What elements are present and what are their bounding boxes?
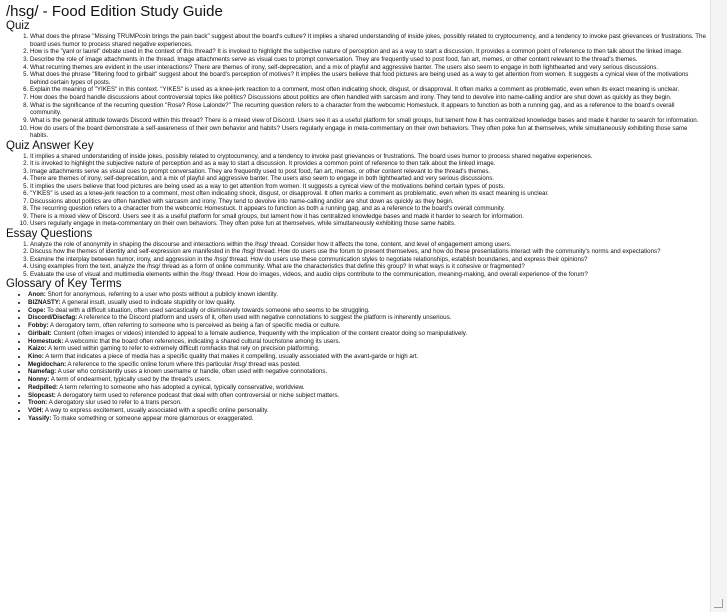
glossary-item [28, 399, 706, 407]
answer-item: 7. Discussions about politics are often handled with sarcasm and irony. They tend to devolve into name-calling and/or are shut down as quickly as they begin. [30, 198, 706, 206]
document-title: /hsg/ - Food Edition Study Guide [6, 3, 223, 20]
glossary-def: A derogatory term used to reference podcast that deal with often controversial or niche subject matters. [55, 391, 340, 399]
glossary-list [6, 291, 706, 422]
glossary-term: Troon: [28, 399, 48, 407]
glossary-def: A general insult, usually used to indicate stupidity or low quality. [60, 299, 236, 307]
resize-handle-icon[interactable] [714, 599, 723, 608]
quiz-item: 9. What is the general attitude towards Discord within this thread? There is a mixed view of Discord. Users see it as a useful platform for small groups, but lament how it has centralized knowledge bases and made it harder to search for information. [30, 117, 706, 125]
glossary-def: A webcomic that the board often references, indicating a shared cultural touchstone among its users. [63, 337, 341, 345]
answer-item: 1. It implies a shared understanding of inside jokes, possibly related to cryptocurrency, and a tendency to invoke past grievances or frustrations. The board uses humor to process shared negative experiences. [30, 153, 706, 161]
essay-heading: Essay Questions [6, 227, 93, 240]
quiz-heading: Quiz [6, 20, 30, 32]
quiz-item: 3. Describe the role of image attachments in the thread. Image attachments serve as visual cues to prompt conversation. They are frequently used to post food, fan art, memes, or other content relevant to the thread's themes. [30, 56, 706, 64]
glossary-term: Discord/Discfag: [28, 314, 78, 322]
essay-item: 4. Using examples from the text, analyze the /hsg/ thread as a form of online community. What are the characteristics that define this group? In what ways is it cohesive or fragmented? [30, 263, 706, 271]
quiz-list [6, 33, 706, 140]
answer-item: 4. There are themes of irony, self-deprecation, and a mix of playful and aggressive banter. The users also seem to engage in both lighthearted and very serious discussions. [30, 175, 706, 183]
glossary-item [28, 361, 706, 369]
glossary-term: Redpilled: [28, 383, 58, 391]
essay-item: 2. Discuss how the themes of identity and self-expression are manifested in the /hsg/ thread. How do users use the forum to present themselves, and how do these presentations interact with the community's norms and expectations? [30, 248, 706, 256]
essay-item: 5. Evaluate the use of visual and multimedia elements within the /hsg/ thread. How do images, videos, and audio clips contribute to the communication, meaning-making, and overall experience of the forum? [30, 271, 706, 279]
glossary-def: A reference to the specific online forum where this particular /hsg/ thread was posted. [66, 360, 301, 368]
glossary-def: A term that indicates a piece of media has a specific quality that makes it compelling, usually associated with the avant-garde or high art. [43, 353, 419, 360]
glossary-item [28, 368, 706, 376]
glossary-item [28, 299, 706, 307]
glossary-item [28, 307, 706, 315]
glossary-def: A user who consistently uses a known username or handle, often used with negative connotations. [56, 368, 328, 376]
glossary-item [28, 345, 706, 353]
vertical-scrollbar[interactable] [710, 0, 727, 612]
study-guide-document [6, 3, 706, 422]
glossary-term: Megidochan: [28, 360, 67, 368]
glossary-def: A derogatory slur used to refer to a trans person. [47, 399, 182, 407]
answer-item: 10. Users regularly engage in meta-commentary on their own behaviors. They often poke fun at themselves, while simultaneously exhibiting those same habits. [30, 220, 706, 228]
glossary-term: Namefag: [28, 368, 57, 376]
essay-item: 3. Examine the interplay between humor, irony, and aggression in the /hsg/ thread. How do users use these communication styles to negotiate relationships, establish boundaries, and express their opinions? [30, 256, 706, 264]
glossary-term: Yassify: [28, 414, 52, 422]
glossary-item [28, 392, 706, 400]
glossary-def: A term of endearment, typically used by the thread's users. [49, 376, 212, 384]
glossary-term: Kino: [28, 353, 44, 360]
answer-key-list [6, 153, 706, 228]
quiz-item: 5. What does the phrase "filtering food to girlbait" suggest about the board's perception of motives? It implies the users believe that food pictures are being used as a way to get attention from women. It suggests a cynical view of the motivations behind certain types of posts. [30, 71, 706, 86]
glossary-item [28, 291, 706, 299]
glossary-def: A way to express excitement, usually associated with a specific online personality. [43, 406, 269, 414]
quiz-item: 10. How do users of the board demonstrate a self-awareness of their own behavior and habits? Users regularly engage in meta-commentary on their own behaviors. They often poke fun at themselves, while simultaneously exhibiting those same habits. [30, 125, 706, 140]
glossary-term: Anon: [28, 291, 46, 299]
quiz-item: 7. How does the board handle discussions about controversial topics like politics? Discussions about politics are often handled with sarcasm and irony. They tend to devolve into name-calling and/or are shut down as quickly as they begin. [30, 94, 706, 102]
glossary-item [28, 407, 706, 415]
quiz-item: 1. What does the phrase "Missing TRUMPcoin brings the pain back" suggest about the board's culture? It implies a shared understanding of inside jokes, possibly related to cryptocurrency, and a tendency to invoke past grievances or frustrations. The board uses humor to process shared negative experiences. [30, 33, 706, 48]
answer-item: 6. "YIKES" is used as a knee-jerk reaction to a comment, most often indicating shock, disgust, or disapproval. It often marks a comment as problematic, even when its exact meaning is unclear. [30, 190, 706, 198]
glossary-term: Girlbait: [28, 329, 52, 337]
glossary-term: Nonny: [28, 376, 50, 384]
answer-item: 8. The recurring question refers to a character from the webcomic Homestuck. It appears to function as both a running gag, and as a reference to the board's overall community. [30, 205, 706, 213]
glossary-item [28, 384, 706, 392]
quiz-item: 2. How is the "yanl or laurel" debate used in the context of this thread? It is invoked to highlight the subjective nature of perception and as a way to start a discussion. It provides a common point of reference to then talk about the linked image. [30, 48, 706, 56]
answer-key-heading: Quiz Answer Key [6, 139, 94, 152]
glossary-item [28, 314, 706, 322]
glossary-term: Fobby: [28, 322, 49, 330]
glossary-term: Kaizo: [28, 345, 47, 353]
answer-item: 5. It implies the users believe that food pictures are being used as a way to get attention from women. It suggests a cynical view of the motivations behind certain types of posts. [30, 183, 706, 191]
glossary-term: VGH: [28, 406, 44, 414]
glossary-heading: Glossary of Key Terms [6, 278, 122, 291]
glossary-def: A term used within gaming to refer to extremely difficult romhacks that rely on precision platforming. [46, 345, 320, 353]
quiz-item: 4. What recurring themes are evident in the user interactions? There are themes of irony, self-deprecation, and a mix of playful and aggressive banter. The users also seem to engage in both lighthearted and very serious discussions. [30, 64, 706, 72]
glossary-def: To make something or someone appear more glamorous or exaggerated. [51, 414, 254, 422]
glossary-term: Homestuck: [28, 337, 64, 345]
glossary-item [28, 353, 706, 361]
glossary-item [28, 415, 706, 423]
glossary-def: Short for anonymous, referring to a user who posts without a publicly known identity. [45, 291, 278, 299]
answer-item: 3. Image attachments serve as visual cues to prompt conversation. They are frequently used to post food, fan art, memes, or other content relevant to the thread's themes. [30, 168, 706, 176]
glossary-item [28, 330, 706, 338]
answer-item: 9. There is a mixed view of Discord. Users see it as a useful platform for small groups, but lament how it has centralized knowledge bases and made it harder to search for information. [30, 213, 706, 221]
glossary-item [28, 376, 706, 384]
glossary-term: BIZNASTY: [28, 299, 61, 307]
glossary-term: Cope: [28, 306, 46, 314]
glossary-def: A derogatory term, often referring to someone who is perceived as being a fan of specific media or culture. [48, 322, 341, 330]
quiz-item: 8. What is the significance of the recurring question "Rose? Rose Lalonde?" The recurring question refers to a character from the webcomic Homestuck. It appears to function as both a running gag, and as a reference to the board's overall community. [30, 102, 706, 117]
glossary-item [28, 322, 706, 330]
quiz-item: 6. Explain the meaning of "YIKES" in this context. "YIKES" is used as a knee-jerk reaction to a comment, most often indicating shock, disgust, or disapproval. It often marks a comment as problematic, even when its exact meaning is unclear. [30, 86, 706, 94]
glossary-def: A reference to the Discord platform and users of it, often used with negative connotations to suggest the platform is inherently unserious. [77, 314, 452, 322]
answer-item: 2. It is invoked to highlight the subjective nature of perception and as a way to start a discussion. It provides a common point of reference to then talk about the linked image. [30, 160, 706, 168]
glossary-def: Content (often images or videos) intended to appeal to a female audience, frequently with the implication of the content creator doing so manipulatively. [51, 329, 468, 337]
glossary-term: Slopcast: [28, 391, 56, 399]
essay-list [6, 241, 706, 279]
glossary-def: To deal with a difficult situation, often used sarcastically or dismissively towards someone who seems to be struggling. [45, 306, 370, 314]
glossary-def: A term referring to someone who has adopted a cynical, typically conservative, worldview. [57, 383, 305, 391]
glossary-item [28, 338, 706, 346]
essay-item: 1. Analyze the role of anonymity in shaping the discourse and interactions within the /hsg/ thread. Consider how it affects the tone, content, and level of engagement among users. [30, 241, 706, 249]
